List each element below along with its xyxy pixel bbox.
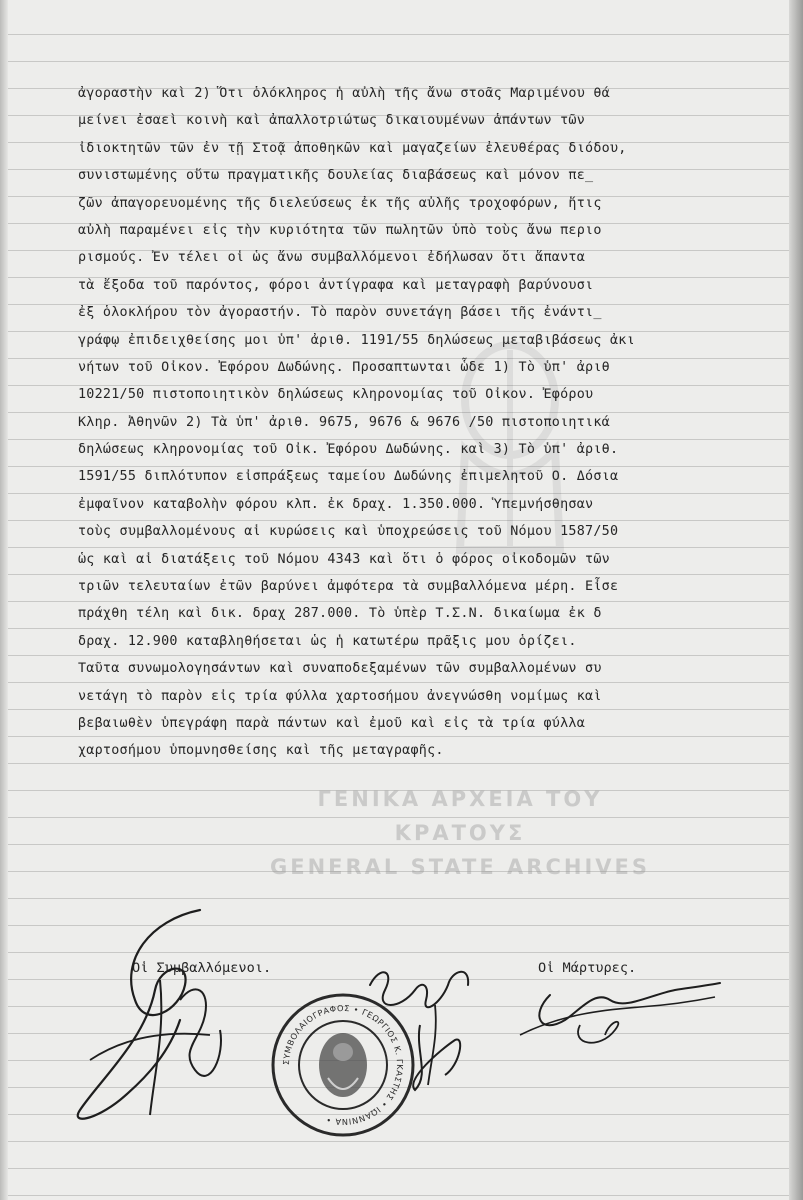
page-edge-right xyxy=(789,0,803,1200)
parties-label: Οἱ Συμβαλλόμενοι. xyxy=(132,960,272,976)
watermark-line-english: GENERAL STATE ARCHIVES xyxy=(270,855,650,879)
party-signature-left xyxy=(60,890,260,1130)
watermark-line-greek: ΓΕΝΙΚΑ ΑΡΧΕΙΑ ΤΟΥ ΚΡΑΤΟΥΣ xyxy=(317,787,603,845)
witnesses-label: Οἱ Μάρτυρες. xyxy=(538,960,637,976)
text-line: δηλώσεως κληρονομίας τοῦ Οἰκ. Ἐφόρου Δωδώνης. καὶ 3) Τὸ ὑπ' ἀριθ. xyxy=(78,442,619,458)
text-line: πράχθη τέλη καὶ δικ. δραχ 287.000. Τὸ ὑπὲρ Τ.Σ.Ν. δικαίωμα ἐκ δ xyxy=(78,606,602,622)
text-line: νήτων τοῦ Οἰκον. Ἐφόρου Δωδώνης. Προσαπτωνται ὧδε 1) Τὸ ὑπ' ἀριθ xyxy=(78,359,610,375)
text-line: ἀγοραστὴν καὶ 2) Ὅτι ὁλόκληρος ἡ αὐλὴ τῆς ἄνω στοᾶς Μαριμένου θά xyxy=(78,86,610,101)
text-line: τοὺς συμβαλλομένους αἱ κυρώσεις καὶ ὑποχρεώσεις τοῦ Νόμου 1587/50 xyxy=(78,524,619,540)
witness-signatures xyxy=(510,975,730,1055)
text-line: ἰδιοκτητῶν τῶν ἐν τῇ Στοᾷ ἀποθηκῶν καὶ μαγαζείων ἐλευθέρας διόδου, xyxy=(78,140,627,156)
text-line: τριῶν τελευταίων ἐτῶν βαρύνει ἀμφότερα τὰ συμβαλλόμενα μέρη. Εἶσε xyxy=(78,579,619,595)
text-line: δραχ. 12.900 καταβληθήσεται ὡς ἡ κατωτέρω πρᾶξις μου ὁρίζει. xyxy=(78,633,577,649)
page-edge-left xyxy=(0,0,8,1200)
text-line: νετάγη τὸ παρὸν εἰς τρία φύλλα χαρτοσήμου ἀνεγνώσθη νομίμως καὶ xyxy=(78,688,602,704)
text-line: ρισμούς. Ἐν τέλει οἱ ὡς ἄνω συμβαλλόμενοι ἐδήλωσαν ὅτι ἅπαντα xyxy=(78,250,586,266)
archive-watermark xyxy=(250,782,670,884)
text-line: βεβαιωθὲν ὑπεγράφη παρὰ πάντων καὶ ἐμοῦ καὶ εἰς τὰ τρία φύλλα xyxy=(78,715,586,731)
text-line: Ταῦτα συνωμολογησάντων καὶ συναποδεξαμένων τῶν συμβαλλομένων συ xyxy=(78,661,602,677)
text-line: συνιστωμένης οὕτω πραγματικῆς δουλείας διαβάσεως καὶ μόνον πε_ xyxy=(78,168,594,184)
text-line: μείνει ἐσαεὶ κοινὴ καὶ ἀπαλλοτριώτως δικαιουμένων ἁπάντων τῶν xyxy=(78,113,586,129)
text-line: γράφῳ ἐπιδειχθείσης μοι ὑπ' ἀριθ. 1191/55 δηλώσεως μεταβιβάσεως ἀκι xyxy=(78,332,635,348)
document-body xyxy=(78,80,758,765)
text-line: αὐλὴ παραμένει εἰς τὴν κυριότητα τῶν πωλητῶν ὑπὸ τοὺς ἄνω περιο xyxy=(78,222,602,238)
text-line: 10221/50 πιστοποιητικὸν δηλώσεως κληρονομίας τοῦ Οἰκον. Ἐφόρου xyxy=(78,387,594,403)
text-line: ζῶν ἀπαγορευομένης τῆς διελεύσεως ἐκ τῆς αὐλῆς τροχοφόρων, ἥτις xyxy=(78,195,602,211)
text-line: τὰ ἔξοδα τοῦ παρόντος, φόροι ἀντίγραφα καὶ μεταγραφὴ βαρύνουσι xyxy=(78,277,594,293)
text-line: ἐμφαῖνον καταβολὴν φόρου κλπ. ἐκ δραχ. 1.350.000. Ὑπεμνήσθησαν xyxy=(78,496,594,512)
seal-text-path: ΣΥΜΒΟΛΑΙΟΓΡΑΦΟΣ • ΓΕΩΡΓΙΟΣ Κ. ΓΚΑΣΤΗΣ • ΙΩΑΝΝΙΝΑ • xyxy=(280,1002,406,1128)
notary-seal xyxy=(268,990,418,1140)
text-line: ὡς καὶ αἱ διατάξεις τοῦ Νόμου 4343 καὶ ὅτι ὁ φόρος οἰκοδομῶν τῶν xyxy=(78,551,610,567)
text-line: ἐξ ὁλοκλήρου τὸν ἀγοραστήν. Τὸ παρὸν συνετάγη βάσει τῆς ἐνάντι_ xyxy=(78,305,602,321)
text-line: χαρτοσήμου ὑπομνησθείσης καὶ τῆς μεταγραφῆς. xyxy=(78,743,444,759)
text-line: Κληρ. Ἀθηνῶν 2) Τὰ ὑπ' ἀριθ. 9675, 9676 & 9676 /50 πιστοποιητικά xyxy=(78,414,610,430)
text-line: 1591/55 διπλότυπον εἰσπράξεως ταμείου Δωδώνης ἐπιμελητοῦ Ο. Δόσια xyxy=(78,469,619,485)
